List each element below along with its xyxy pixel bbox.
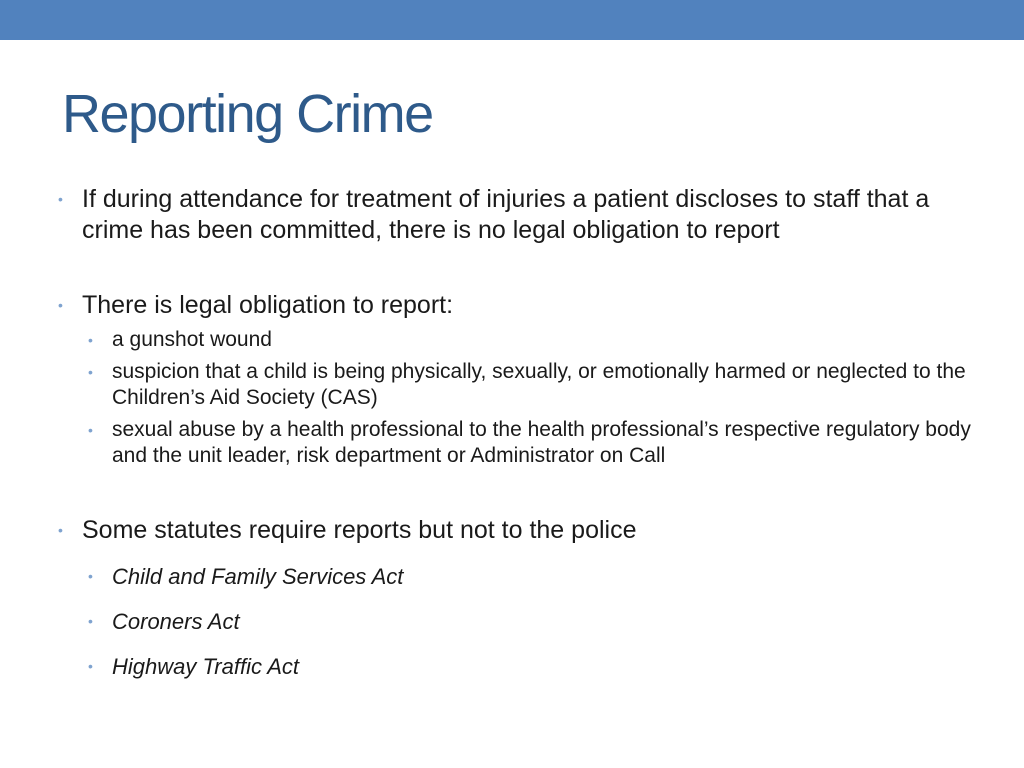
bullet-icon: •	[88, 364, 93, 380]
slide-body	[56, 184, 976, 681]
sub-bullet-item	[86, 359, 976, 411]
bullet-icon: •	[88, 332, 93, 348]
statute-text: Child and Family Services Act	[112, 564, 404, 589]
sub-bullet-text: sexual abuse by a health professional to the health professional’s respective regulatory body and the unit leader, risk department or Administrator on Call	[112, 418, 971, 467]
sub-bullet-item	[86, 327, 976, 353]
statute-item	[86, 563, 976, 591]
bullet-icon: •	[88, 568, 93, 584]
sub-bullet-text: a gunshot wound	[112, 328, 272, 351]
bullet-item	[56, 515, 976, 546]
bullet-icon: •	[88, 613, 93, 629]
bullet-text: If during attendance for treatment of injuries a patient discloses to staff that a crime has been committed, there is no legal obligation to report	[82, 185, 930, 244]
bullet-item	[56, 184, 976, 246]
sub-bullet-item	[86, 417, 976, 469]
statute-item	[86, 653, 976, 681]
bullet-icon: •	[58, 522, 63, 538]
sub-bullet-text: suspicion that a child is being physically, sexually, or emotionally harmed or neglected to the Children’s Aid Society (CAS)	[112, 360, 966, 409]
bullet-icon: •	[88, 422, 93, 438]
statute-text: Coroners Act	[112, 609, 240, 634]
top-accent-bar	[0, 0, 1024, 40]
bullet-icon: •	[58, 297, 63, 313]
bullet-text: Some statutes require reports but not to the police	[82, 516, 637, 544]
bullet-item	[56, 290, 976, 321]
slide-title: Reporting Crime	[62, 84, 433, 144]
statute-item	[86, 608, 976, 636]
bullet-icon: •	[88, 658, 93, 674]
bullet-icon: •	[58, 191, 63, 207]
bullet-text: There is legal obligation to report:	[82, 291, 454, 319]
statute-text: Highway Traffic Act	[112, 654, 300, 679]
